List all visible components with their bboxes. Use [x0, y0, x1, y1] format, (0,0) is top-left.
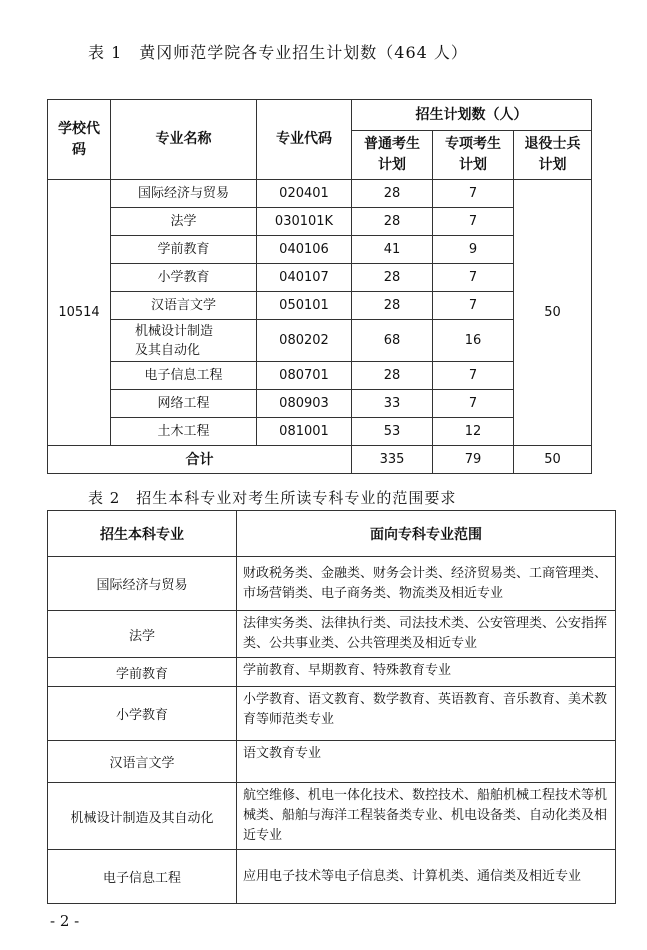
junior-range-cell: 航空维修、机电一体化技术、数控技术、船舶机械工程技术等机械类、船舶与海洋工程装备类专业、机电设备类、自动化类及相近专业: [237, 783, 616, 850]
special-plan-cell: 16: [433, 320, 514, 362]
special-plan-cell: 7: [433, 362, 514, 390]
special-plan-cell: 12: [433, 418, 514, 446]
total-label: 合计: [48, 446, 352, 474]
undergrad-major-cell: 国际经济与贸易: [48, 557, 237, 611]
header-regular: 普通考生计划: [352, 131, 433, 180]
table-row: [48, 611, 616, 658]
undergrad-major-cell: 小学教育: [48, 687, 237, 741]
regular-plan-cell: 53: [352, 418, 433, 446]
junior-range-cell: 学前教育、早期教育、特殊教育专业: [237, 658, 616, 687]
table-row: [48, 292, 592, 320]
junior-range-cell: 财政税务类、金融类、财务会计类、经济贸易类、工商管理类、市场营销类、电子商务类、物流类及相近专业: [237, 557, 616, 611]
junior-range-cell: 语文教育专业: [237, 741, 616, 783]
header-plan-group: 招生计划数（人）: [352, 100, 592, 131]
undergrad-major-cell: 学前教育: [48, 658, 237, 687]
regular-plan-cell: 41: [352, 236, 433, 264]
undergrad-major-cell: 电子信息工程: [48, 850, 237, 904]
enrollment-plan-table: [47, 99, 592, 474]
table-row: [48, 264, 592, 292]
regular-plan-cell: 28: [352, 362, 433, 390]
major-name-cell: 国际经济与贸易: [111, 180, 257, 208]
special-plan-cell: 9: [433, 236, 514, 264]
total-special: 79: [433, 446, 514, 474]
header-undergrad-major: 招生本科专业: [48, 511, 237, 557]
special-plan-cell: 7: [433, 208, 514, 236]
table-row: [48, 741, 616, 783]
regular-plan-cell: 28: [352, 180, 433, 208]
undergrad-major-cell: 法学: [48, 611, 237, 658]
total-row: [48, 446, 592, 474]
regular-plan-cell: 33: [352, 390, 433, 418]
major-name-cell: 电子信息工程: [111, 362, 257, 390]
major-code-cell: 040106: [257, 236, 352, 264]
special-plan-cell: 7: [433, 264, 514, 292]
regular-plan-cell: 28: [352, 208, 433, 236]
table-row: [48, 208, 592, 236]
table-row: [48, 390, 592, 418]
major-code-cell: 080903: [257, 390, 352, 418]
major-code-cell: 080701: [257, 362, 352, 390]
major-name-cell: 学前教育: [111, 236, 257, 264]
header-major-code: 专业代码: [257, 100, 352, 180]
major-name-cell: 法学: [111, 208, 257, 236]
special-plan-cell: 7: [433, 292, 514, 320]
major-code-cell: 030101K: [257, 208, 352, 236]
table2-title: 表 2 招生本科专业对考生所读专科专业的范围要求: [88, 489, 457, 507]
total-regular: 335: [352, 446, 433, 474]
undergrad-major-cell: 汉语言文学: [48, 741, 237, 783]
regular-plan-cell: 68: [352, 320, 433, 362]
major-code-cell: 020401: [257, 180, 352, 208]
major-name-cell: 机械设计制造 及其自动化: [111, 320, 257, 362]
table-row: [48, 687, 616, 741]
table-row: [48, 180, 592, 208]
undergrad-major-cell: 机械设计制造及其自动化: [48, 783, 237, 850]
major-range-table: [47, 510, 616, 904]
junior-range-cell: 应用电子技术等电子信息类、计算机类、通信类及相近专业: [237, 850, 616, 904]
total-veteran: 50: [514, 446, 592, 474]
page-number: - 2 -: [50, 912, 80, 930]
table-row: [48, 362, 592, 390]
special-plan-cell: 7: [433, 390, 514, 418]
junior-range-cell: 法律实务类、法律执行类、司法技术类、公安管理类、公安指挥类、公共事业类、公共管理类及相近专业: [237, 611, 616, 658]
major-code-cell: 080202: [257, 320, 352, 362]
table-row: [48, 850, 616, 904]
regular-plan-cell: 28: [352, 292, 433, 320]
major-name-cell: 汉语言文学: [111, 292, 257, 320]
major-name-cell: 网络工程: [111, 390, 257, 418]
header-veteran: 退役士兵计划: [514, 131, 592, 180]
junior-range-cell: 小学教育、语文教育、数学教育、英语教育、音乐教育、美术教育等师范类专业: [237, 687, 616, 741]
school-code-cell: 10514: [48, 180, 111, 446]
major-code-cell: 040107: [257, 264, 352, 292]
table1-title: 表 1 黄冈师范学院各专业招生计划数（464 人）: [88, 43, 468, 62]
table-row: [48, 783, 616, 850]
major-code-cell: 050101: [257, 292, 352, 320]
major-code-cell: 081001: [257, 418, 352, 446]
major-name-cell: 小学教育: [111, 264, 257, 292]
table-row: [48, 658, 616, 687]
header-major-name: 专业名称: [111, 100, 257, 180]
special-plan-cell: 7: [433, 180, 514, 208]
table-row: [48, 320, 592, 362]
table-row: [48, 418, 592, 446]
header-special: 专项考生计划: [433, 131, 514, 180]
veteran-plan-cell: 50: [514, 180, 592, 446]
table-row: [48, 557, 616, 611]
table-row: [48, 236, 592, 264]
header-school-code: 学校代码: [48, 100, 111, 180]
regular-plan-cell: 28: [352, 264, 433, 292]
major-name-cell: 土木工程: [111, 418, 257, 446]
header-junior-range: 面向专科专业范围: [237, 511, 616, 557]
